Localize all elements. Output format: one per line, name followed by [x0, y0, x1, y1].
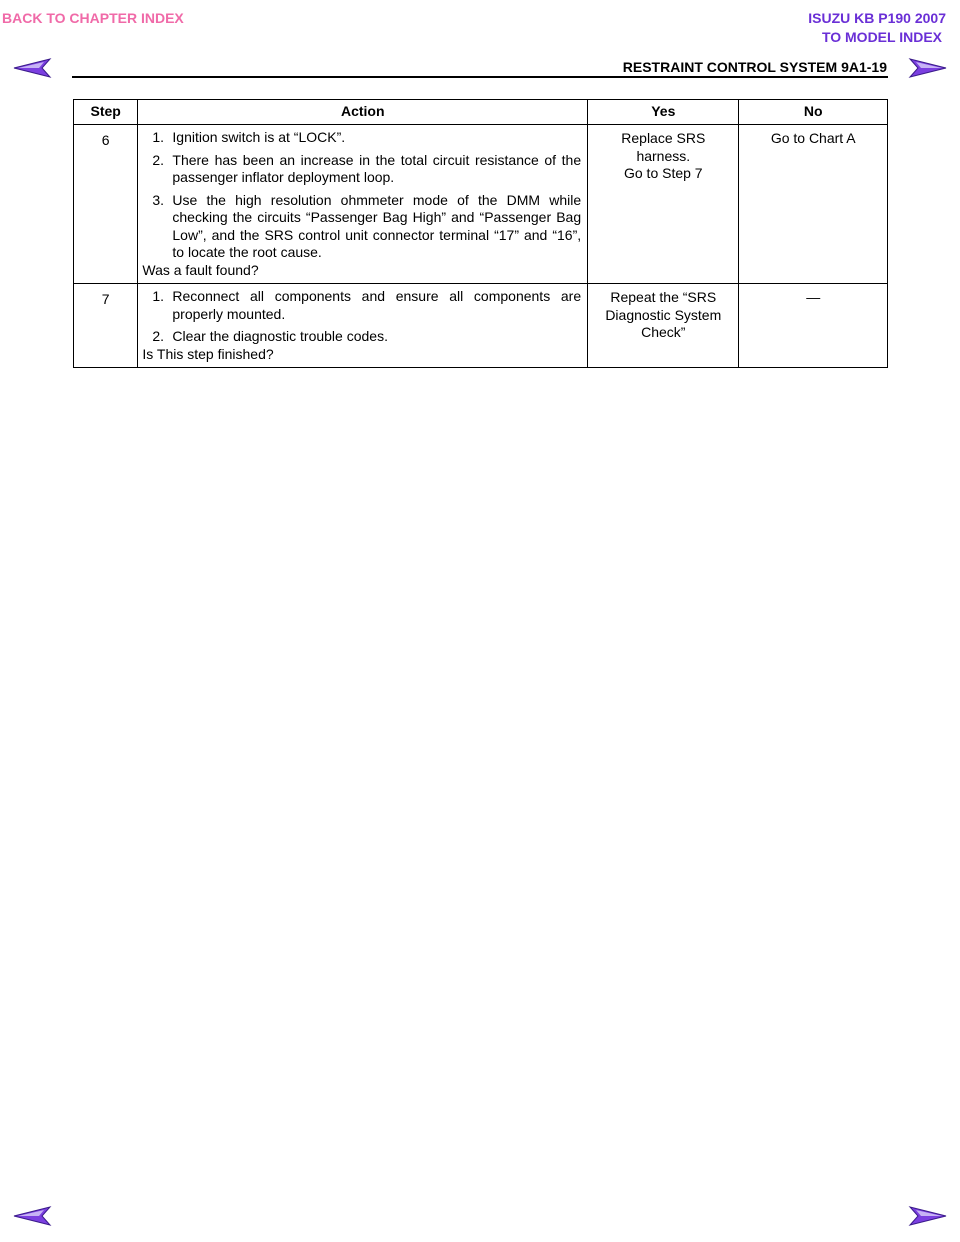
diagnostic-step-table	[73, 99, 888, 368]
action-list	[142, 129, 581, 262]
action-item-text: Reconnect all components and ensure all components are properly mounted.	[172, 288, 582, 322]
column-header-step: Step	[74, 100, 138, 125]
table-row	[74, 125, 888, 284]
action-item-number: 2.	[152, 328, 165, 344]
column-header-action: Action	[138, 100, 588, 125]
back-to-chapter-index-link[interactable]: BACK TO CHAPTER INDEX	[2, 10, 184, 26]
no-result-line: —	[806, 289, 821, 305]
action-item	[142, 152, 581, 187]
action-item-text: Use the high resolution ohmmeter mode of the DMM while checking the circuits “Passenger Bag High” and “Passenger Bag Low”, and the SRS control unit connector terminal “17” and “16”, to locate the root cause.	[172, 191, 582, 260]
step-question: Was a fault found?	[142, 261, 259, 278]
action-cell	[138, 284, 588, 368]
no-result-line: Go to Chart A	[770, 130, 856, 146]
action-list	[142, 288, 581, 346]
table-row	[74, 284, 888, 368]
action-item-text: There has been an increase in the total circuit resistance of the passenger inflator deployment loop.	[172, 151, 582, 185]
action-item-number: 3.	[152, 191, 165, 208]
yes-result-cell	[588, 284, 739, 368]
action-item	[142, 129, 581, 147]
column-header-yes: Yes	[588, 100, 739, 125]
action-item	[142, 328, 581, 346]
no-result-cell	[739, 284, 888, 368]
action-item-text: Clear the diagnostic trouble codes.	[172, 328, 388, 344]
running-head: RESTRAINT CONTROL SYSTEM 9A1-19	[622, 59, 887, 75]
yes-result-cell	[588, 125, 739, 284]
action-item-text: Ignition switch is at “LOCK”.	[172, 129, 346, 145]
action-item-number: 2.	[152, 151, 165, 168]
next-page-arrow-icon[interactable]	[908, 1204, 948, 1228]
prev-page-arrow-icon[interactable]	[12, 1204, 52, 1228]
yes-result-line: Go to Step 7	[623, 165, 703, 181]
header-rule	[72, 76, 888, 78]
model-title-link[interactable]: ISUZU KB P190 2007	[808, 10, 946, 26]
yes-result-line: Check”	[641, 324, 686, 340]
step-number: 6	[74, 125, 138, 284]
no-result-cell	[739, 125, 888, 284]
step-number: 7	[74, 284, 138, 368]
action-item	[142, 192, 581, 262]
table-header-row	[74, 100, 888, 125]
action-item-number: 1.	[152, 129, 165, 145]
action-item-number: 1.	[152, 288, 165, 304]
yes-result-line: Replace SRS	[621, 130, 706, 146]
yes-result-line: harness.	[636, 147, 691, 164]
column-header-no: No	[739, 100, 888, 125]
next-page-arrow-icon[interactable]	[908, 56, 948, 80]
step-question: Is This step finished?	[142, 345, 274, 362]
to-model-index-link[interactable]: TO MODEL INDEX	[821, 29, 942, 45]
action-item	[142, 288, 581, 323]
prev-page-arrow-icon[interactable]	[12, 56, 52, 80]
yes-result-line: Diagnostic System	[605, 306, 722, 323]
action-cell	[138, 125, 588, 284]
yes-result-line: Repeat the “SRS	[610, 289, 717, 305]
